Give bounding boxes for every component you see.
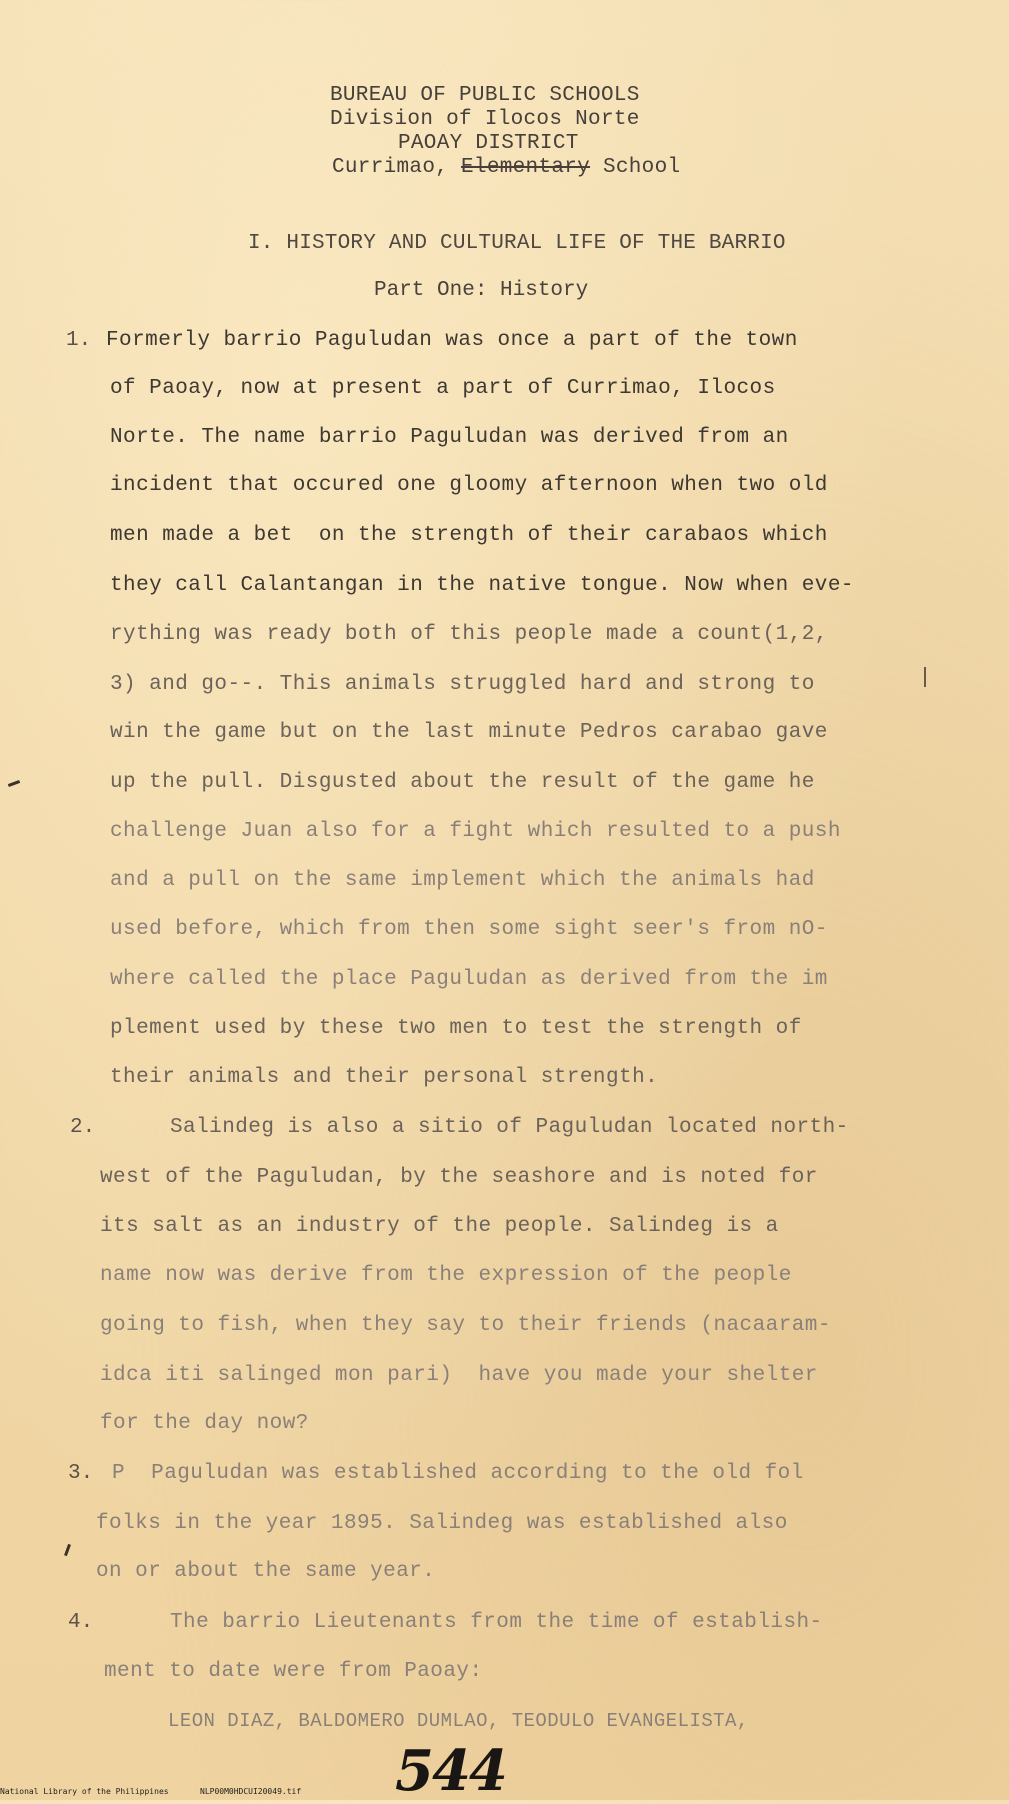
paragraph-1-line: of Paoay, now at present a part of Currimao, Ilocos (110, 377, 776, 400)
scan-footer-filename: NLP00M0HDCUI20049.tif (200, 1787, 302, 1796)
header-school (300, 156, 740, 180)
margin-pencil-mark (8, 780, 20, 787)
section-title: I. HISTORY AND CULTURAL LIFE OF THE BARRIO (248, 232, 786, 255)
paragraph-1-line: incident that occured one gloomy afternoon when two old (110, 474, 828, 497)
paragraph-2-line: Salindeg is also a sitio of Paguludan located north- (170, 1116, 849, 1139)
paragraph-1-line: they call Calantangan in the native tongue. Now when eve- (110, 574, 854, 597)
paragraph-1-number: 1. (66, 329, 92, 352)
paragraph-2-line: going to fish, when they say to their friends (nacaaram- (100, 1314, 831, 1337)
paragraph-3-line: folks in the year 1895. Salindeg was established also (96, 1512, 788, 1535)
header-bureau: BUREAU OF PUBLIC SCHOOLS (330, 84, 640, 107)
part-title: Part One: History (374, 279, 589, 302)
paragraph-1-line: their animals and their personal strength. (110, 1066, 659, 1089)
paragraph-2-line: its salt as an industry of the people. Salindeg is a (100, 1215, 779, 1238)
header-school-word: School (590, 156, 681, 179)
paragraph-2-line: for the day now? (100, 1412, 309, 1435)
paragraph-2-line: name now was derive from the expression of the people (100, 1264, 792, 1287)
paragraph-1-line: up the pull. Disgusted about the result of the game he (110, 771, 815, 794)
paragraph-1-line: plement used by these two men to test the strength of (110, 1017, 802, 1040)
paragraph-1-line: Norte. The name barrio Paguludan was derived from an (110, 426, 789, 449)
paragraph-4-line: LEON DIAZ, BALDOMERO DUMLAO, TEODULO EVANGELISTA, (168, 1710, 749, 1732)
paragraph-1-line: win the game but on the last minute Pedros carabao gave (110, 721, 828, 744)
paragraph-3-number: 3. (68, 1462, 94, 1485)
paragraph-4-line: The barrio Lieutenants from the time of establish- (170, 1611, 823, 1634)
paragraph-1-line: rything was ready both of this people made a count(1,2, (110, 623, 828, 646)
paragraph-1-line: and a pull on the same implement which the animals had (110, 869, 815, 892)
margin-pencil-mark (64, 1544, 71, 1556)
paragraph-1-line: used before, which from then some sight seer's from nO- (110, 918, 828, 941)
paragraph-4-number: 4. (68, 1611, 94, 1634)
paragraph-2-line: west of the Paguludan, by the seashore and is noted for (100, 1166, 818, 1189)
scan-footer-library: National Library of the Philippines (0, 1787, 169, 1796)
header-school-struck: Elementary (461, 156, 591, 179)
paragraph-1-line: Formerly barrio Paguludan was once a part of the town (106, 329, 798, 352)
handwritten-page-number: 544 (395, 1738, 506, 1804)
paragraph-3-line: on or about the same year. (96, 1560, 436, 1583)
paragraph-1-line: 3) and go--. This animals struggled hard and strong to (110, 673, 815, 696)
paragraph-1-line: men made a bet on the strength of their carabaos which (110, 524, 828, 547)
paragraph-2-line: idca iti salinged mon pari) have you made your shelter (100, 1364, 818, 1387)
header-division: Division of Ilocos Norte (330, 108, 640, 131)
paragraph-2-number: 2. (70, 1116, 96, 1139)
paragraph-4-line: ment to date were from Paoay: (104, 1660, 483, 1683)
header-district: PAOAY DISTRICT (398, 132, 579, 155)
paragraph-1-line: challenge Juan also for a fight which resulted to a push (110, 820, 841, 843)
header-school-town: Currimao, (332, 156, 462, 179)
margin-pencil-mark (924, 667, 926, 687)
paragraph-1-line: where called the place Paguludan as derived from the im (110, 968, 828, 991)
paragraph-3-line: P Paguludan was established according to the old fol (112, 1462, 804, 1485)
document-header (300, 84, 740, 180)
